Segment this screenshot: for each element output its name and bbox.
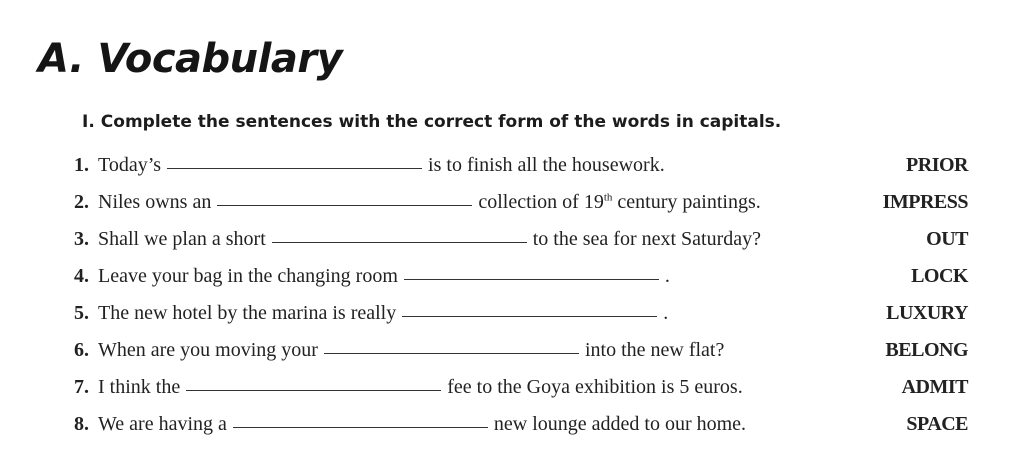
sentence-end-tail: century paintings. xyxy=(612,191,761,213)
ordinal-suffix: th xyxy=(603,191,613,204)
instruction-text: Complete the sentences with the correct form of the words in capitals. xyxy=(100,112,782,132)
capital-word: PRIOR xyxy=(906,154,968,176)
exercise-item-2 xyxy=(0,187,1024,217)
answer-blank[interactable] xyxy=(324,352,579,354)
item-sentence xyxy=(98,302,668,325)
answer-blank[interactable] xyxy=(402,315,657,317)
sentence-start: When are you moving your xyxy=(98,339,318,361)
capital-word: SPACE xyxy=(906,413,968,435)
exercise-item-4 xyxy=(0,261,1024,291)
sentence-start: I think the xyxy=(98,376,181,398)
exercise-instruction xyxy=(82,112,781,132)
item-sentence xyxy=(98,154,665,177)
item-number: 2. xyxy=(74,191,89,213)
capital-word: ADMIT xyxy=(901,376,968,398)
sentence-start: Leave your bag in the changing room xyxy=(98,265,398,287)
capital-word: IMPRESS xyxy=(882,191,968,213)
item-number: 7. xyxy=(74,376,89,398)
sentence-end: into the new flat? xyxy=(584,339,725,361)
sentence-end xyxy=(478,191,760,214)
exercise-item-1 xyxy=(0,150,1024,180)
capital-word: BELONG xyxy=(885,339,968,361)
sentence-end: new lounge added to our home. xyxy=(493,413,747,435)
item-sentence xyxy=(98,376,743,399)
sentence-start: Shall we plan a short xyxy=(98,228,266,250)
item-number: 5. xyxy=(74,302,89,324)
sentence-end: fee to the Goya exhibition is 5 euros. xyxy=(447,376,743,398)
item-sentence xyxy=(98,191,761,214)
exercise-item-5 xyxy=(0,298,1024,328)
exercise-number: I. xyxy=(82,112,95,132)
capital-word: OUT xyxy=(926,228,968,250)
sentence-start: Niles owns an xyxy=(98,191,212,213)
item-sentence xyxy=(98,265,670,288)
answer-blank[interactable] xyxy=(217,204,472,206)
sentence-end: . xyxy=(663,302,669,324)
item-number: 8. xyxy=(74,413,89,435)
answer-blank[interactable] xyxy=(186,389,441,391)
item-number: 6. xyxy=(74,339,89,361)
sentence-end: . xyxy=(664,265,670,287)
item-number: 4. xyxy=(74,265,89,287)
item-number: 3. xyxy=(74,228,89,250)
exercise-item-7 xyxy=(0,372,1024,402)
answer-blank[interactable] xyxy=(272,241,527,243)
capital-word: LOCK xyxy=(911,265,968,287)
answer-blank[interactable] xyxy=(404,278,659,280)
sentence-end-text: collection of 19 xyxy=(478,191,604,213)
sentence-start: Today’s xyxy=(98,154,162,176)
capital-word: LUXURY xyxy=(886,302,968,324)
exercise-item-8 xyxy=(0,409,1024,439)
item-sentence xyxy=(98,228,761,251)
sentence-end: is to finish all the housework. xyxy=(428,154,665,176)
sentence-end: to the sea for next Saturday? xyxy=(532,228,762,250)
sentence-start: We are having a xyxy=(98,413,227,435)
item-number: 1. xyxy=(74,154,89,176)
exercise-item-6 xyxy=(0,335,1024,365)
item-sentence xyxy=(98,413,746,436)
sentence-start: The new hotel by the marina is really xyxy=(98,302,397,324)
answer-blank[interactable] xyxy=(233,426,488,428)
exercise-item-3 xyxy=(0,224,1024,254)
section-heading: A. Vocabulary xyxy=(38,36,343,82)
item-sentence xyxy=(98,339,724,362)
answer-blank[interactable] xyxy=(167,167,422,169)
